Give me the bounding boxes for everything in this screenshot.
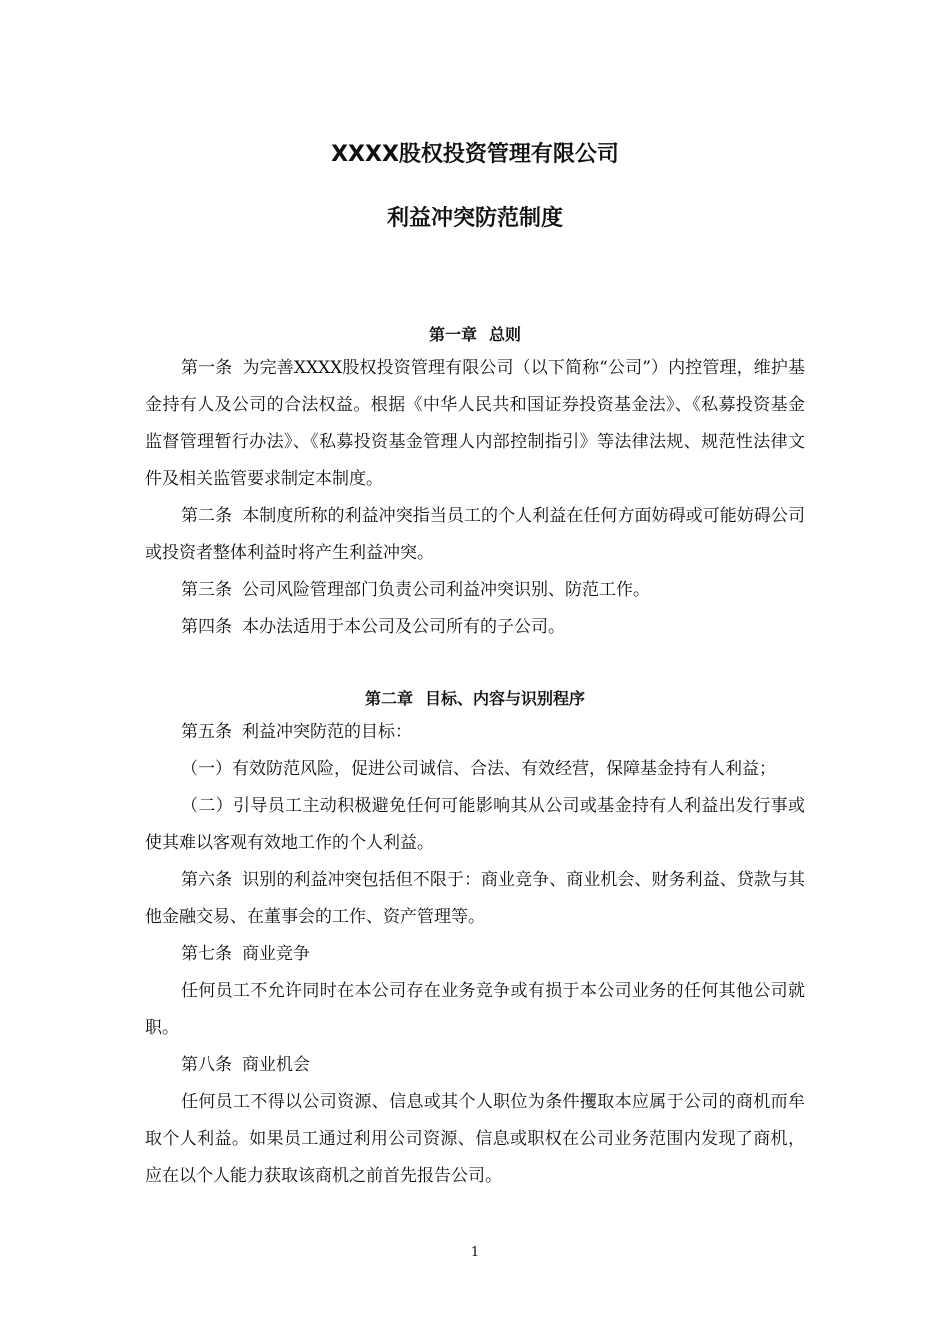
paragraph-text: 任何员工不允许同时在本公司存在业务竞争或有损于本公司业务的任何其他公司就职。: [145, 981, 805, 1038]
chapter-number: 第一章: [428, 325, 477, 344]
article-7-body: [145, 973, 805, 1047]
article-label: 第四条: [181, 617, 232, 637]
chapter-2-heading: [0, 686, 950, 709]
chapter-1-heading: [0, 322, 950, 345]
article-text: 本办法适用于本公司及公司所有的子公司。: [242, 617, 565, 637]
paragraph-text: 任何员工不得以公司资源、信息或其个人职位为条件攫取本应属于公司的商机而牟取个人利益。如果员工通过利用公司资源、信息或职权在公司业务范围内发现了商机，应在以个人能力获取该商机之前首先报告公司。: [145, 1092, 805, 1186]
article-label: 第二条: [181, 506, 233, 526]
article-text: 本制度所称的利益冲突指当员工的个人利益在任何方面妨碍或可能妨碍公司或投资者整体利益时将产生利益冲突。: [145, 506, 806, 563]
chapter-name: 总则: [489, 325, 522, 344]
chapter-1-body: [145, 350, 805, 646]
document-title: XXXX股权投资管理有限公司: [331, 142, 619, 167]
article-5: [145, 714, 805, 751]
article-2: [145, 498, 805, 572]
goal-item-2: [145, 788, 805, 862]
article-label: 第三条: [181, 580, 232, 600]
article-label: 第六条: [181, 870, 233, 890]
page-number: 1: [470, 1245, 480, 1260]
article-1: [145, 350, 805, 498]
article-label: 第八条: [181, 1055, 232, 1075]
article-text: 为完善XXXX股权投资管理有限公司（以下简称“公司”）内控管理，维护基金持有人及公司的合法权益。根据《中华人民共和国证券投资基金法》、《私募投资基金监督管理暂行办法》、《私募投资基金管理人内部控制指引》等法律法规、规范性法律文件及相关监管要求制定本制度。: [145, 358, 806, 489]
document-subtitle: 利益冲突防范制度: [386, 206, 563, 231]
article-text: 商业机会: [242, 1055, 310, 1075]
article-text: 商业竞争: [242, 944, 310, 964]
article-label: 第七条: [181, 944, 232, 964]
article-8-body: [145, 1084, 805, 1195]
chapter-name: 目标、内容与识别程序: [425, 689, 586, 708]
article-text: 利益冲突防范的目标：: [242, 722, 412, 742]
article-label: 第一条: [181, 358, 233, 378]
article-6: [145, 862, 805, 936]
article-8: [145, 1047, 805, 1084]
article-7: [145, 936, 805, 973]
paragraph-text: （一）有效防范风险，促进公司诚信、合法、有效经营，保障基金持有人利益；: [181, 759, 776, 779]
paragraph-text: （二）引导员工主动积极避免任何可能影响其从公司或基金持有人利益出发行事或使其难以客观有效地工作的个人利益。: [145, 796, 805, 853]
goal-item-1: [145, 751, 805, 788]
article-4: [145, 609, 805, 646]
chapter-number: 第二章: [364, 689, 413, 708]
article-text: 公司风险管理部门负责公司利益冲突识别、防范工作。: [242, 580, 650, 600]
article-label: 第五条: [181, 722, 232, 742]
article-text: 识别的利益冲突包括但不限于：商业竞争、商业机会、财务利益、贷款与其他金融交易、在董事会的工作、资产管理等。: [145, 870, 806, 927]
chapter-2-body: [145, 714, 805, 1195]
article-3: [145, 572, 805, 609]
